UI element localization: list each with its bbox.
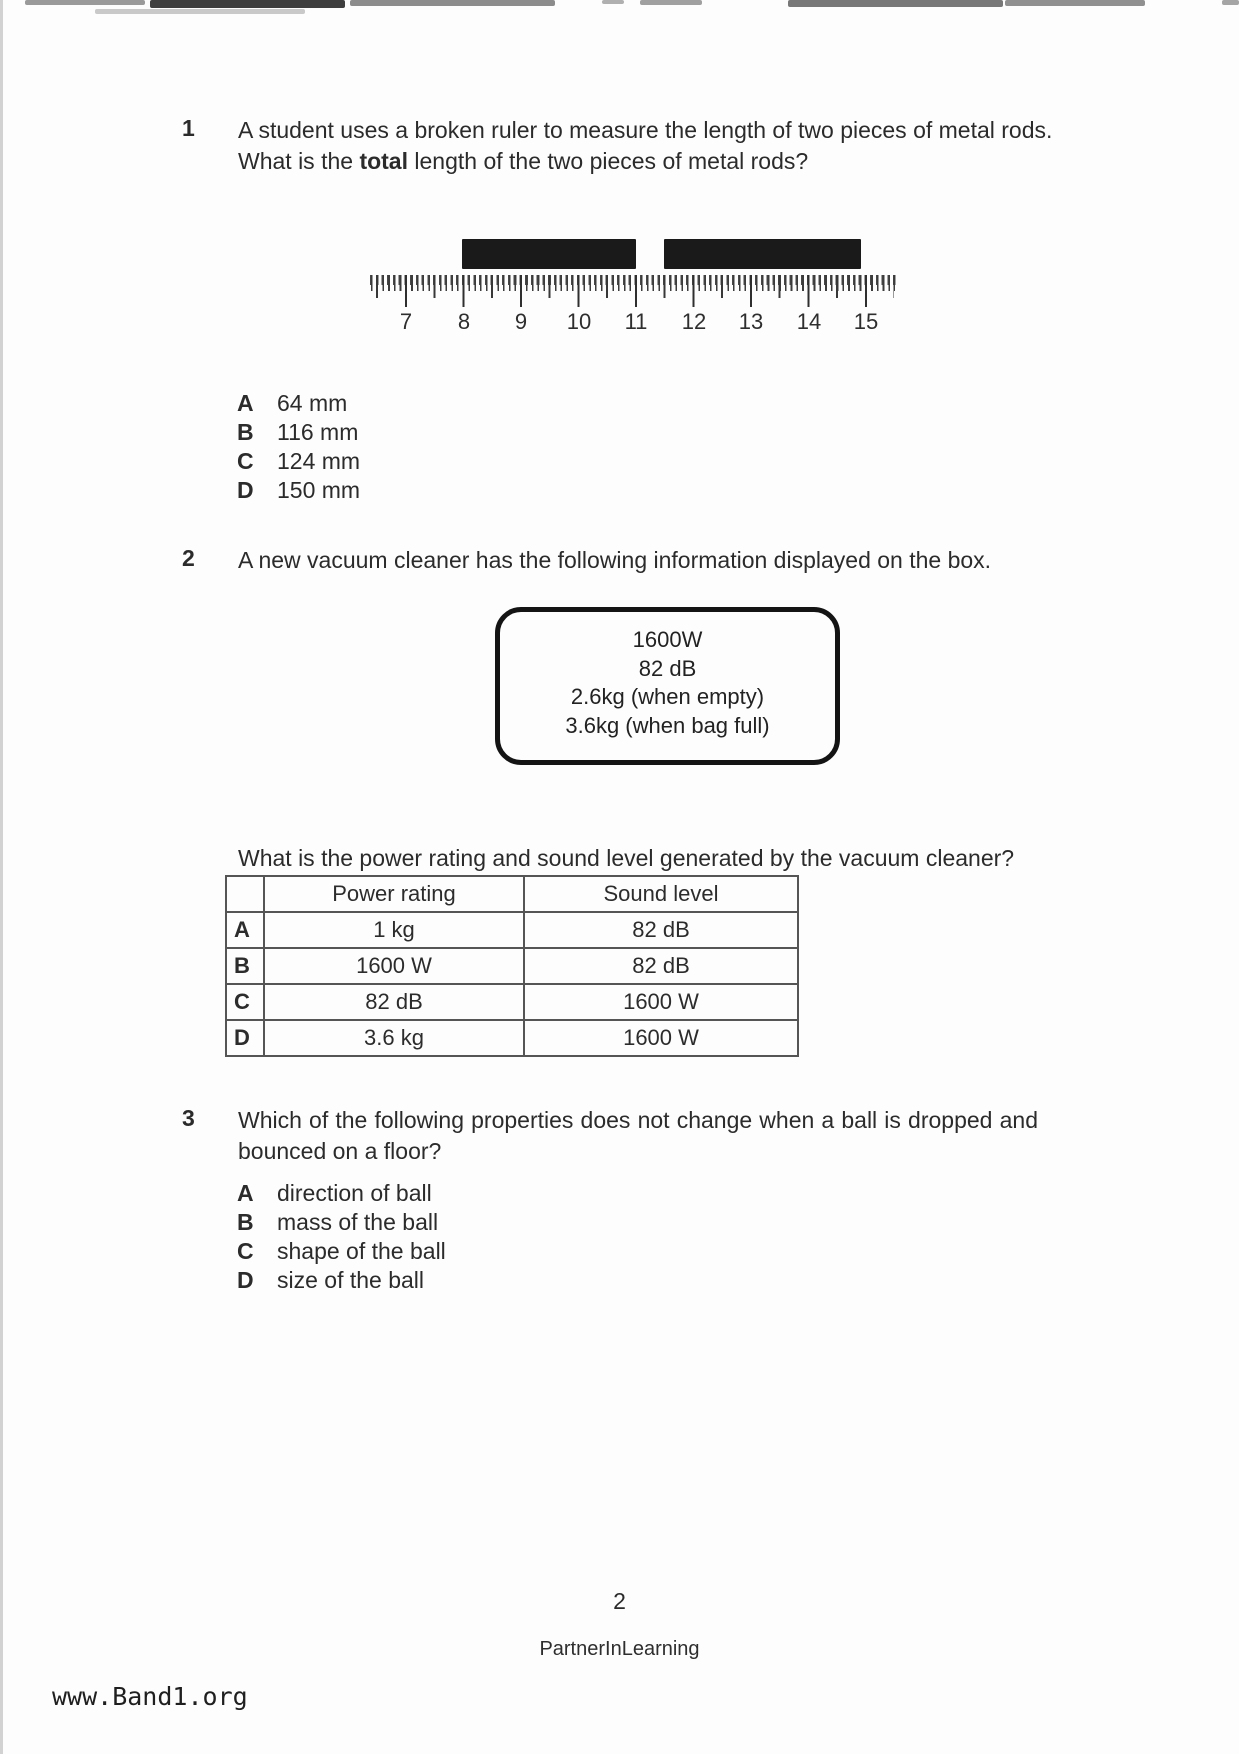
option-text: 64 mm — [277, 390, 348, 416]
option-text: shape of the ball — [277, 1238, 446, 1264]
q1-option-c — [237, 448, 360, 475]
table-header-row — [226, 876, 798, 912]
vacuum-info-box — [495, 607, 840, 765]
q3-option-d — [237, 1267, 424, 1294]
page-edge-line — [0, 0, 3, 1754]
scan-artifact — [602, 0, 624, 4]
option-text: 150 mm — [277, 477, 361, 503]
q1-option-a — [237, 390, 347, 417]
ruler-number: 10 — [566, 309, 592, 334]
ruler-number: 11 — [624, 309, 648, 334]
answer-table — [225, 875, 799, 1057]
option-letter: A — [237, 390, 254, 416]
metal-rod-1 — [462, 239, 636, 269]
q3-number: 3 — [182, 1105, 195, 1131]
ruler-number: 15 — [853, 309, 879, 334]
q1-number: 1 — [182, 115, 195, 141]
table-corner-cell — [226, 876, 264, 912]
option-letter: B — [237, 419, 254, 445]
page-number: 2 — [613, 1588, 626, 1614]
scan-artifact — [788, 0, 1003, 7]
box-line: 1600W — [632, 627, 703, 652]
q1-line1: A student uses a broken ruler to measure the length of two pieces of metal rods. — [238, 117, 1053, 143]
q2-number: 2 — [182, 545, 195, 571]
row-letter: A — [226, 912, 264, 948]
col-header-power-rating: Power rating — [264, 876, 524, 912]
q3-option-a — [237, 1180, 432, 1207]
power-cell: 82 dB — [264, 984, 524, 1020]
table-row-d — [226, 1020, 798, 1056]
option-letter: D — [237, 1267, 254, 1293]
scan-artifact — [1005, 0, 1145, 6]
watermark-url: www.Band1.org — [52, 1682, 248, 1711]
ruler-cm-ticks — [405, 275, 868, 307]
q1-bold-word: total — [359, 148, 408, 174]
ruler-number: 8 — [457, 309, 471, 334]
table-row-a — [226, 912, 798, 948]
sound-cell: 1600 W — [524, 1020, 798, 1056]
row-letter: B — [226, 948, 264, 984]
ruler-figure — [340, 235, 910, 343]
table-row-c — [226, 984, 798, 1020]
scan-artifact — [640, 0, 702, 5]
option-text: 116 mm — [277, 419, 359, 445]
q2-intro: A new vacuum cleaner has the following information displayed on the box. — [238, 547, 992, 573]
sound-cell: 82 dB — [524, 912, 798, 948]
option-letter: C — [237, 448, 254, 474]
power-cell: 1 kg — [264, 912, 524, 948]
metal-rod-2 — [664, 239, 861, 269]
row-letter: C — [226, 984, 264, 1020]
q2-question: What is the power rating and sound level generated by the vacuum cleaner? — [238, 845, 1015, 871]
scan-artifact — [350, 0, 555, 6]
q3-option-b — [237, 1209, 438, 1236]
col-header-sound-level: Sound level — [524, 876, 798, 912]
ruler-number: 9 — [514, 309, 528, 334]
q3-line1: Which of the following properties does not change when a ball is dropped and — [238, 1107, 1038, 1133]
sound-cell: 1600 W — [524, 984, 798, 1020]
option-letter: C — [237, 1238, 254, 1264]
scan-artifact — [1222, 0, 1239, 5]
table-row-b — [226, 948, 798, 984]
box-line: 3.6kg (when bag full) — [565, 712, 770, 738]
power-cell: 1600 W — [264, 948, 524, 984]
brand-text: PartnerInLearning — [539, 1638, 700, 1660]
option-text: direction of ball — [277, 1180, 432, 1206]
q3-line2: bounced on a floor? — [238, 1138, 442, 1164]
option-letter: B — [237, 1209, 254, 1235]
q1-option-b — [237, 419, 358, 446]
ruler-number: 7 — [399, 309, 413, 334]
row-letter: D — [226, 1020, 264, 1056]
scan-artifact — [25, 0, 145, 5]
option-letter: D — [237, 477, 254, 503]
scan-artifact — [95, 9, 305, 14]
ruler-number: 13 — [738, 309, 764, 334]
q1-line2: What is the total length of the two pieces of metal rods? — [238, 148, 809, 174]
q3-option-c — [237, 1238, 446, 1265]
power-cell: 3.6 kg — [264, 1020, 524, 1056]
q1-option-d — [237, 477, 360, 504]
option-letter: A — [237, 1180, 254, 1206]
ruler-number: 14 — [796, 309, 822, 334]
q1-text — [238, 115, 1052, 177]
box-line: 2.6kg (when empty) — [570, 684, 765, 709]
option-text: 124 mm — [277, 448, 361, 474]
ruler-number: 12 — [681, 309, 707, 334]
scan-artifact — [150, 0, 345, 8]
box-line: 82 dB — [638, 655, 697, 681]
option-text: mass of the ball — [277, 1209, 439, 1235]
option-text: size of the ball — [277, 1267, 425, 1293]
sound-cell: 82 dB — [524, 948, 798, 984]
